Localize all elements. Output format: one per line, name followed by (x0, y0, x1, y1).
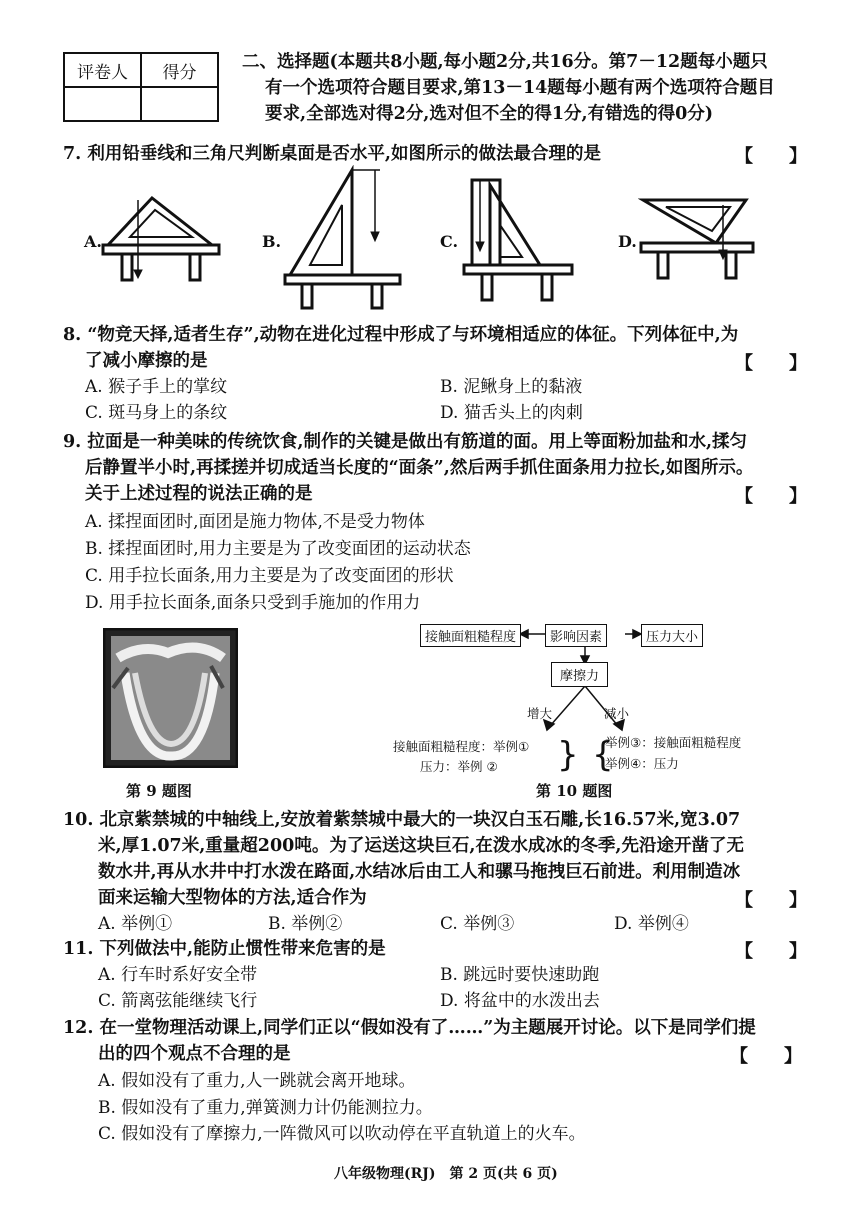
q12-option-c: C. 假如没有了摩擦力,一阵微风可以吹动停在平直轨道上的火车。 (98, 1124, 586, 1144)
q7-label-a: A. (84, 232, 102, 251)
grader-cell (64, 87, 141, 121)
q12-stem-1: 12. 在一堂物理活动课上,同学们正以“假如没有了……”为主题展开讨论。以下是同学们提 (63, 1018, 756, 1038)
q7-label-d: D. (618, 232, 637, 251)
q8-option-d: D. 猫舌头上的肉刺 (440, 403, 583, 423)
q10-option-a: A. 举例① (98, 914, 173, 934)
q10-stem-1: 10. 北京紫禁城的中轴线上,安放着紫禁城中最大的一块汉白玉石雕,长16.57米,宽3.07 (63, 810, 741, 830)
q7-figure-c (460, 175, 580, 310)
q10-option-d: D. 举例④ (614, 914, 689, 934)
grader-header: 评卷人 (64, 53, 141, 87)
fig10-decrease-label: 减小 (604, 706, 630, 721)
q9-option-c: C. 用手拉长面条,用力主要是为了改变面团的形状 (85, 566, 454, 586)
q11-option-a: A. 行车时系好安全带 (98, 965, 258, 985)
svg-text:}: } (557, 735, 579, 775)
q11-option-c: C. 箭离弦能继续飞行 (98, 991, 258, 1011)
fig10-box-roughness: 接触面粗糙程度 (420, 624, 521, 647)
q10-option-c: C. 举例③ (440, 914, 515, 934)
q7-label-b: B. (262, 232, 282, 251)
score-table (63, 52, 219, 122)
q8-option-a: A. 猴子手上的掌纹 (85, 377, 228, 397)
q11-option-d: D. 将盆中的水泼出去 (440, 991, 600, 1011)
fig10-caption: 第 10 题图 (536, 782, 613, 800)
q7-stem: 7. 利用铅垂线和三角尺判断桌面是否水平,如图所示的做法最合理的是 (63, 144, 601, 164)
q8-option-b: B. 泥鳅身上的黏液 (440, 377, 583, 397)
q9-answer-bracket: 【 】 (735, 486, 807, 507)
section-heading-1: 二、选择题(本题共8小题,每小题2分,共16分。第7－12题每小题只 (242, 52, 768, 72)
q7-figure-b (280, 165, 405, 315)
q7-figure-a (100, 190, 225, 285)
q7-answer-bracket: 【 】 (735, 146, 807, 167)
fig9-caption: 第 9 题图 (126, 782, 192, 800)
q9-stem-3: 关于上述过程的说法正确的是 (85, 484, 313, 504)
svg-text:{: { (592, 735, 614, 775)
fig10-example-2: 压力：举例 ② (420, 759, 498, 774)
score-cell (141, 87, 218, 121)
fig10-increase-label: 增大 (527, 706, 553, 721)
fig10-example-4: 举例④：压力 (605, 756, 679, 771)
q10-answer-bracket: 【 】 (735, 890, 807, 911)
q7-figure-d (638, 195, 763, 285)
q11-stem: 11. 下列做法中,能防止惯性带来危害的是 (63, 939, 386, 959)
q9-stem-1: 9. 拉面是一种美味的传统饮食,制作的关键是做出有筋道的面。用上等面粉加盐和水,揉匀 (63, 432, 748, 452)
fig10-example-3: 举例③：接触面粗糙程度 (605, 735, 742, 750)
q8-stem-1: 8. “物竞天择,适者生存”,动物在进化过程中形成了与环境相适应的体征。下列体征中,为 (63, 325, 739, 345)
q12-option-a: A. 假如没有了重力,人一跳就会离开地球。 (98, 1071, 416, 1091)
q10-stem-4: 面来运输大型物体的方法,适合作为 (98, 888, 367, 908)
q9-option-a: A. 揉捏面团时,面团是施力物体,不是受力物体 (85, 512, 425, 532)
q11-answer-bracket: 【 】 (735, 941, 807, 962)
fig10-example-1: 接触面粗糙程度：举例① (393, 739, 530, 754)
q8-answer-bracket: 【 】 (735, 353, 807, 374)
q11-option-b: B. 跳远时要快速助跑 (440, 965, 600, 985)
q10-stem-2: 米,厚1.07米,重量超200吨。为了运送这块巨石,在泼水成冰的冬季,先沿途开凿了无 (98, 836, 745, 856)
q9-option-b: B. 揉捏面团时,用力主要是为了改变面团的运动状态 (85, 539, 471, 559)
fig10-box-pressure: 压力大小 (641, 624, 703, 647)
section-heading-3: 要求,全部选对得2分,选对但不全的得1分,有错选的得0分) (265, 104, 714, 124)
q10-option-b: B. 举例② (268, 914, 343, 934)
q12-stem-2: 出的四个观点不合理的是 (98, 1044, 291, 1064)
page-footer: 八年级物理(RJ) 第 2 页(共 6 页) (334, 1166, 558, 1182)
q7-label-c: C. (440, 232, 459, 251)
q9-stem-2: 后静置半小时,再揉搓并切成适当长度的“面条”,然后两手抓住面条用力拉长,如图所示。 (85, 458, 754, 478)
q8-option-c: C. 斑马身上的条纹 (85, 403, 228, 423)
q12-answer-bracket: 【 】 (730, 1046, 802, 1067)
section-heading-2: 有一个选项符合题目要求,第13－14题每小题有两个选项符合题目 (265, 78, 775, 98)
q8-stem-2: 了减小摩擦的是 (85, 351, 208, 371)
fig9-noodle-photo (103, 628, 238, 768)
q10-stem-3: 数水井,再从水井中打水泼在路面,水结冰后由工人和骡马拖拽巨石前进。利用制造冰 (98, 862, 741, 882)
score-header: 得分 (141, 53, 218, 87)
fig10-box-friction: 摩擦力 (551, 662, 608, 687)
fig10-box-factors: 影响因素 (545, 624, 607, 647)
q12-option-b: B. 假如没有了重力,弹簧测力计仍能测拉力。 (98, 1098, 433, 1118)
q9-option-d: D. 用手拉长面条,面条只受到手施加的作用力 (85, 593, 421, 613)
